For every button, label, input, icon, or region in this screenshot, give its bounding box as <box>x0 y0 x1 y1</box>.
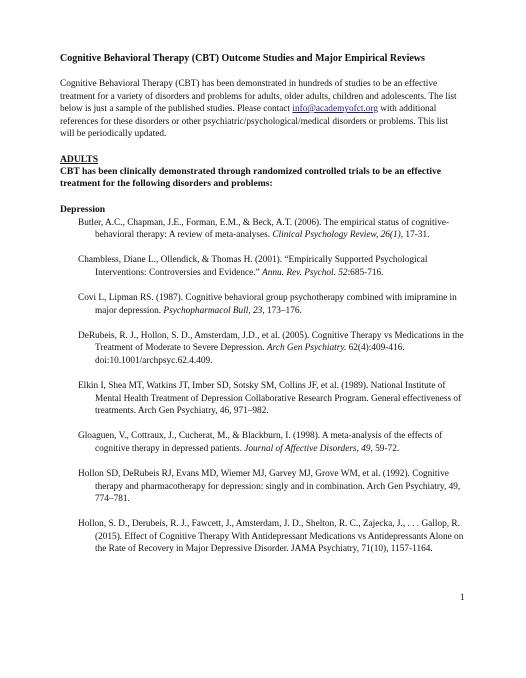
reference-tail: :685-716. <box>347 267 384 278</box>
section-title-adults: ADULTS <box>60 153 99 165</box>
reference-text: Hollon, S. D., Derubeis, R. J., Fawcett, J., Amsterdam, J. D., Shelton, R. C., Zajecka, J., . . . Gallop, R. (2015). Effect of Cognitive Therapy With Antidepressant Medications vs Antidepressants Alone on the Rate of Recovery in Major Depressive Disorder. JAMA Psychiatry, 71(10), 1157-1164. <box>78 519 464 555</box>
reference-tail: 62(4):409-416. doi:10.1001/archpsyc.62.4.409. <box>95 343 405 366</box>
reference-text: Butler, A.C., Chapman, J.E., Forman, E.M., & Beck, A.T. (2006). The empirical status of cognitive-behavioral therapy: A review of meta-analyses. <box>78 217 450 240</box>
document-title: Cognitive Behavioral Therapy (CBT) Outcome Studies and Major Empirical Reviews <box>60 53 425 64</box>
reference-text: Covi L, Lipman RS. (1987). Cognitive behavioral group psychotherapy combined with imipramine in major depression. <box>78 293 457 316</box>
intro-text-after: with additional references for these disorders or other psychiatric/psychological/medical disorders or problems. This list will be periodically updated. <box>60 104 449 139</box>
intro-text-before: Cognitive Behavioral Therapy (CBT) has been demonstrated in hundreds of studies to be an effective treatment for a variety of disorders and problems for adults, older adults, children and adolescents. The list below is just a sample of the published studies. Please contact <box>60 79 457 114</box>
reference-item <box>78 330 464 367</box>
document-page <box>60 52 464 569</box>
reference-tail: 17-31. <box>403 229 430 240</box>
page-number: 1 <box>460 592 465 603</box>
reference-journal: Journal of Affective Disorders, 49, <box>244 443 373 454</box>
reference-text: Chambless, Diane L., Ollendick, & Thomas H. (2001). “Empirically Supported Psychological Interventions: Controversies and Evidence.” <box>78 255 428 278</box>
reference-journal: Arch Gen Psychiatry. <box>266 343 347 354</box>
reference-tail: 59-72. <box>372 443 400 454</box>
contact-email-link[interactable]: info@academyofct.org <box>292 104 378 114</box>
reference-text: Gloaguen, V., Cottraux, J., Cucherat, M., & Blackburn, I. (1998). A meta-analysis of the effects of cognitive therapy in depressed patients. <box>78 431 443 454</box>
reference-list <box>60 217 464 556</box>
reference-item <box>78 380 464 417</box>
reference-item <box>78 430 464 455</box>
reference-text: Elkin I, Shea MT, Watkins JT, Imber SD, Sotsky SM, Collins JF, et al. (1989). National Institute of Mental Health Treatment of Depression Collaborative Research Program. General effectiveness of treatments. Arch Gen Psychiatry, 46, 971–982. <box>78 381 462 416</box>
reference-tail: 173–176. <box>264 305 302 316</box>
reference-journal: Clinical Psychology Review, 26(1), <box>272 229 404 240</box>
subsection-title-depression: Depression <box>60 203 106 215</box>
section-claim: CBT has been clinically demonstrated through randomized controlled trials to be an effective treatment for the following disorders and problems: <box>60 165 442 189</box>
reference-journal: Psychopharmacol Bull, 23, <box>163 305 265 316</box>
reference-item <box>78 217 464 242</box>
intro-paragraph <box>60 78 464 141</box>
reference-item <box>78 468 464 505</box>
reference-text: Hollon SD, DeRubeis RJ, Evans MD, Wiemer MJ, Garvey MJ, Grove WM, et al. (1992). Cognitive therapy and pharmacotherapy for depression: singly and in combination. Arch Gen Psychiatry, 49, 774–781. <box>78 469 461 504</box>
reference-item <box>78 254 464 279</box>
reference-item <box>78 292 464 317</box>
reference-text: DeRubeis, R. J., Hollon, S. D., Amsterdam, J.D., et al. (2005). Cognitive Therapy vs Medications in the Treatment of Moderate to Severe Depression. <box>78 330 464 354</box>
reference-journal: Annu. Rev. Psychol. 52 <box>262 267 348 278</box>
reference-item <box>78 518 464 555</box>
